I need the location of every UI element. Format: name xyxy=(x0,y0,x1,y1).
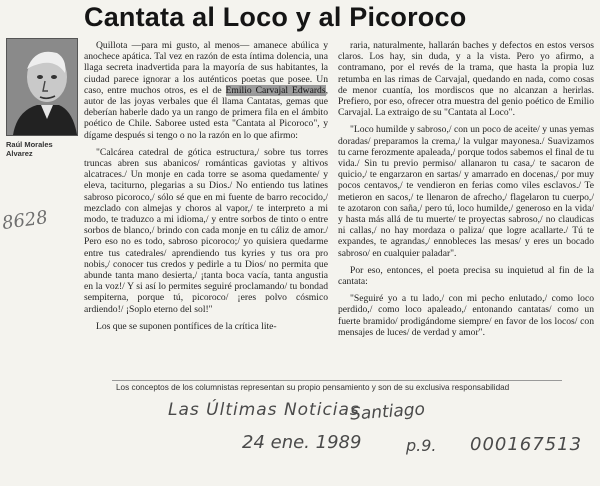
disclaimer-note: Los conceptos de los columnistas representan su propio pensamiento y son de su exclusiva responsabilidad xyxy=(116,383,510,392)
author-byline xyxy=(6,140,80,158)
paragraph-critics: Los que se suponen pontífices de la crítica lite- xyxy=(96,320,277,332)
handwritten-date: 24 ene. 1989 xyxy=(242,432,362,453)
paragraph-intro xyxy=(84,40,328,141)
intro-text-after: , autor de las joyas verbales que él llama Cantatas, gemas que deberían haberle dado ya un rango de primera fila en el ámbito poético de Chile. Saboree usted esta "Cantata al Picoroco", y dígame después si tengo o no la razón en lo que afirmo: xyxy=(84,84,328,141)
handwritten-city: Santiago xyxy=(349,399,426,425)
article-column-right xyxy=(338,40,594,344)
author-portrait xyxy=(6,38,78,136)
author-surname: Alvarez xyxy=(6,149,33,158)
footer-divider xyxy=(112,380,562,381)
handwritten-archive-number: 8628 xyxy=(0,206,50,235)
author-portrait-icon xyxy=(7,39,77,135)
author-name: Raúl Morales xyxy=(6,140,53,149)
poem-quote-loco: "Loco humilde y sabroso,/ con un poco de aceite/ y unas yemas doradas/ preparamos la crema,/ la vulgar mayonesa./ Suavizamos tu carne ferozmente apaleada,/ porque todos sabemos el final de tu vida./ Sin tu previo permiso/ allanaron tu casa,/ te sacaron de quicio,/ te engarzaron en sartas/ y amarrado en docenas,/ por muy pocos centavos,/ te vendieron en ferias como viles esclavos./ Te metieron en sacos,/ te llenaron de afrecho,/ flagelaron tu cuerpo,/ te azotaron con saña,/ pero tú, loco humilde,/ generoso en la vida/ y hasta más allá de tu muerte/ te proyectas sabroso,/ no claudicas ni callas,/ no hay mordaza o paliza/ que logre acallarte./ Tú te expandes, te agrandas,/ ennobleces las mesas/ y eres un bocado sabroso/ en cualquier paladar". xyxy=(338,124,594,259)
intro-text-before: Quillota —para mi gusto, al menos— amanece abúlica y anochece apática. Tal vez en razón de esta íntima dolencia, una llaga secreta inadvertida para la mayoría de sus habitantes, la ciudad parece ignorar a los auténticos poetas que posee. Un caso, entre muchos otros, es el de xyxy=(84,40,328,96)
handwritten-reference-number: 000167513 xyxy=(470,434,583,455)
poem-quote-picoroco: "Calcárea catedral de gótica estructura,/ sobre tus torres truncas abren sus abanicos/ románticas gaviotas y altivos alcatraces./ Un monje en cada torre se asoma quedamente/ y eleva, taciturno, plegarias a su Dios./ No entiendo tus latines sabroso picoroco,/ sólo sé que en mi fuente de barro recocido,/ mezclado con almejas y choros al vapor,/ te interpreto a mi modo, te traduzco a mi idioma,/ y entre sorbos de tinto o entre sorbos de blanco,/ brindo con cada monje en tu cáliz de amor./ Pero eso no es todo, sabroso picoroco;/ yo quisiera quedarme entre tus catedrales/ aprendiendo tus kyries y tus ora pro nobis,/ conocer tus credos y pedirle a tu Dios/ no permita que abunde tanta mano desierta,/ ¡tanta boca vacía, tanta angustia en la voz!/ Y si así lo permites seguiré proclamando/ tu bondad sempiterna, porque tú, picoroco/ ¡eres polvo cósmico ardiendo!/ ¡Soplo eterno del sol!" xyxy=(84,146,328,315)
paragraph-conclusion: Por eso, entonces, el poeta precisa su inquietud al fin de la cantata: xyxy=(338,264,594,288)
article-column-left xyxy=(84,40,328,333)
handwritten-page: p.9. xyxy=(406,436,437,455)
paragraph-continuation: raria, naturalmente, hallarán baches y defectos en estos versos claros. Los hay, sin duda, y a la vista. Pero yo afirmo, a contramano, por el revés de la trama, que hasta la propia luz retumba en las rimas de Carvajal, quedando en nada, como cosas de menor cuantía, los mordiscos que no alcanzan a herirlas. Prefiero, por eso, ofrecer otra muestra del genio poético de Emilio Carvajal. La extraigo de su "Cantata al Loco". xyxy=(338,40,594,119)
poem-quote-ending: "Seguiré yo a tu lado,/ con mi pecho enlutado,/ como loco perdido,/ como loco apaleado,/ entonando cantatas/ como un fuerte bramido/ prodigándome siempre/ en favor de los locos/ con mensajes de luces/ de verdad y amor". xyxy=(338,293,594,338)
article-headline: Cantata al Loco y al Picoroco xyxy=(84,2,467,32)
handwritten-source: Las Últimas Noticias xyxy=(168,400,360,420)
highlighted-poet-name: Emilio Carvajal Edwards xyxy=(225,84,326,96)
